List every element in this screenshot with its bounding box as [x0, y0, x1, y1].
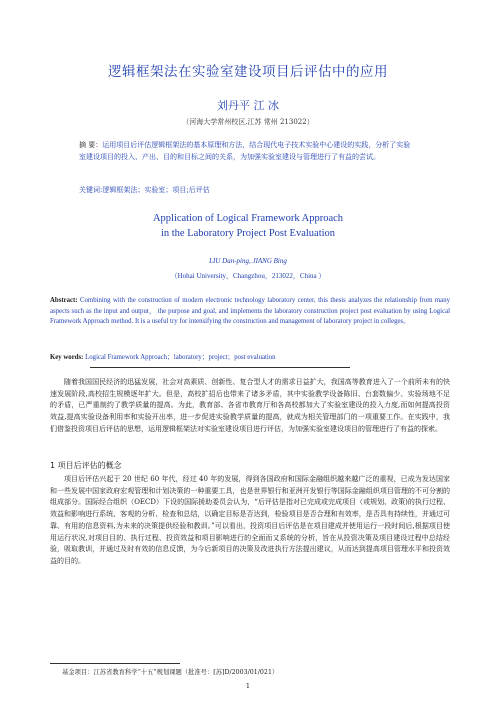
- keywords-cn: 关键词:逻辑框架法；实验室；项目;后评估: [79, 186, 210, 194]
- keywords-en-label: Key words:: [50, 354, 84, 361]
- abstract-cn: [79, 140, 414, 163]
- affiliation-cn: （河海大学常州校区,江苏 常州 213022）: [182, 118, 314, 126]
- abstract-cn-label: 摘 要：: [79, 141, 103, 149]
- footnote-divider: [50, 663, 180, 664]
- keywords-en: [50, 351, 450, 361]
- abstract-en: [50, 296, 450, 328]
- section-heading-1: 1 项目后评估的概念: [50, 461, 122, 470]
- abstract-en-text: Combining with the construction of modern electronic technology laboratory center, this thesis analyzes the relationship from many aspects such as the input and output， the purpose and goal, and implements the laboratory construction project post evaluation by using Logical Framework Approach method. It is a useful try for intensifying the construction and management of laboratory project in colleges。: [50, 297, 450, 325]
- keywords-en-text: Logical Framework Approach；laboratory；project；post evaluation: [83, 354, 276, 361]
- body-paragraph-section-1: 项目后评估兴起于 20 世纪 60 年代，经过 40 年的发展，得到各国政府和国际金融组织越来越广泛的重视，已成为发达国家和一些发展中国家政府宏观管理和计划决策的一种重要工具，也是世界银行和亚洲开发银行等国际金融组织项目管理的不可分割的组成部分。国际经合组织（OECD）下设的国际援助委员会认为，“后评估是指对已完成或完成项目（或规划、政策)的执行过程、效益和影响进行系统、客观的分析、检查和总结，以确定目标是否达到，检验项目是否合理和有效率，是否具有持续性，并通过可靠、有用的信息资料,为未来的决策提供经验和教训。”可以看出，投资项目后评估是在项目建成并使用运行一段时间后,根据项目使用运行状况,对项目目的、执行过程、投资效益和项目影响进行的全面而又系统的分析，旨在从投资决策及项目建设过程中总结经验，吸取教训，并通过及时有效的信息反馈，为今后新项目的决策及改进执行方法提出建议，从而达到提高项目管理水平和投资效益的目的。: [50, 475, 450, 565]
- abstract-cn-text: 运用项目后评估逻辑框架法的基本原理和方法，结合现代电子技术实验中心建设的实践，分析了实验室建设项目的投入、产出、目的和目标之间的关系，为加强实验室建设与管理进行了有益的尝试。: [79, 141, 411, 161]
- body-paragraph-intro: 随着我国国民经济的迅猛发展，社会对高素质、创新性、复合型人才的需求日益扩大，我国高等教育进入了一个前所未有的快速发展阶段,高校招生规模逐年扩大。但是，高校扩招后也带来了诸多矛盾，其中实验教学设备陈旧、台套数偏少、实验场地不足的矛盾，已严重制约了教学质量的提高。为此，教育部、各省市教育厅和各高校都加大了实验室建设的投入力度,而如何提高投资效益,提高实验设备利用率和实验开出率，进一步促进实验教学质量的提高，就成为相关管理部门的一项重要工作。在实践中，我们借鉴投资项目后评估的思想，运用逻辑框架法对实验室建设项目进行评估，为加强实验室建设项目的管理进行了有益的探索。: [50, 378, 450, 433]
- abstract-en-label: Abstract:: [50, 297, 78, 304]
- paper-title-en-line2: in the Laboratory Project Post Evaluation: [160, 228, 336, 239]
- paper-title-en: [0, 211, 496, 241]
- affiliation-en: （Hohai University，Changzhou，213022，China ）: [170, 272, 326, 280]
- authors-cn: 刘丹平 江 冰: [217, 99, 279, 112]
- page-number: 1: [245, 682, 251, 690]
- paper-title-en-line1: Application of Logical Framework Approach: [152, 213, 344, 224]
- header-divider: [90, 367, 350, 368]
- authors-en: LIU Dan-ping, JIANG Bing: [209, 257, 287, 265]
- footnote-funding: 基金项目：江苏省教育科学“十五”规划课题（批准号：[苏]D/2003/01/021）: [62, 669, 279, 676]
- paper-title-cn: 逻辑框架法在实验室建设项目后评估中的应用: [108, 64, 388, 80]
